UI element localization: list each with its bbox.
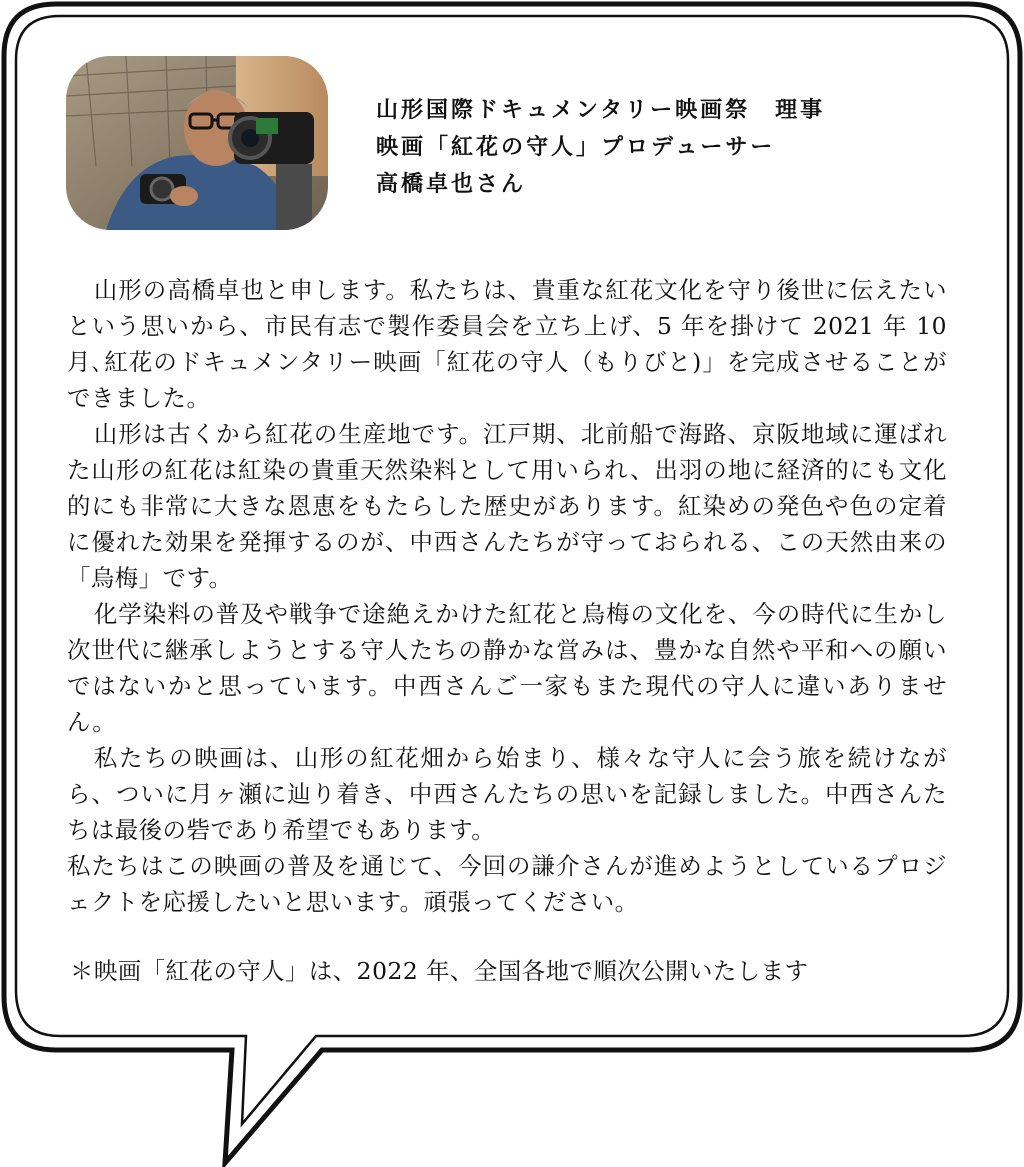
speaker-role: 映画「紅花の守人」プロデューサー bbox=[376, 135, 776, 160]
message-body bbox=[67, 272, 947, 920]
paragraph-1: 山形の高橋卓也と申します。私たちは、貴重な紅花文化を守り後世に伝えたいという思いから、市民有志で製作委員会を立ち上げ、5 年を掛けて 2021 年 10 月､紅花のドキュメンタリー映画「紅花の守人（もりびと)」を完成させることができました。 bbox=[67, 276, 947, 412]
speaker-header bbox=[376, 92, 825, 203]
paragraph-5: 私たちはこの映画の普及を通じて、今回の謙介さんが進めようとしているプロジェクトを応援したいと思います。頑張ってください。 bbox=[67, 852, 947, 916]
portrait-photo bbox=[66, 56, 328, 230]
paragraph-3: 化学染料の普及や戦争で途絶えかけた紅花と烏梅の文化を、今の時代に生かし次世代に継承しようとする守人たちの静かな営みは、豊かな自然や平和への願いではないかと思っています。中西さんご一家もまた現代の守人に違いありません。 bbox=[67, 600, 947, 736]
paragraph-2: 山形は古くから紅花の生産地です。江戸期、北前船で海路、京阪地域に運ばれた山形の紅花は紅染の貴重天然染料として用いられ、出羽の地に経済的にも文化的にも非常に大きな恩恵をもたらした歴史があります。紅染めの発色や色の定着に優れた効果を発揮するのが、中西さんたちが守っておられる、この天然由来の「烏梅」です。 bbox=[67, 420, 947, 592]
paragraph-4: 私たちの映画は、山形の紅花畑から始まり、様々な守人に会う旅を続けながら、ついに月ヶ瀬に辿り着き、中西さんたちの思いを記録しました。中西さんたちは最後の砦であり希望でもあります。 bbox=[67, 744, 947, 844]
speaker-affiliation: 山形国際ドキュメンタリー映画祭 理事 bbox=[376, 98, 826, 123]
release-note: ＊映画「紅花の守人」は、2022 年、全国各地で順次公開いたします bbox=[70, 957, 809, 985]
speaker-name: 高橋卓也さん bbox=[376, 172, 527, 197]
